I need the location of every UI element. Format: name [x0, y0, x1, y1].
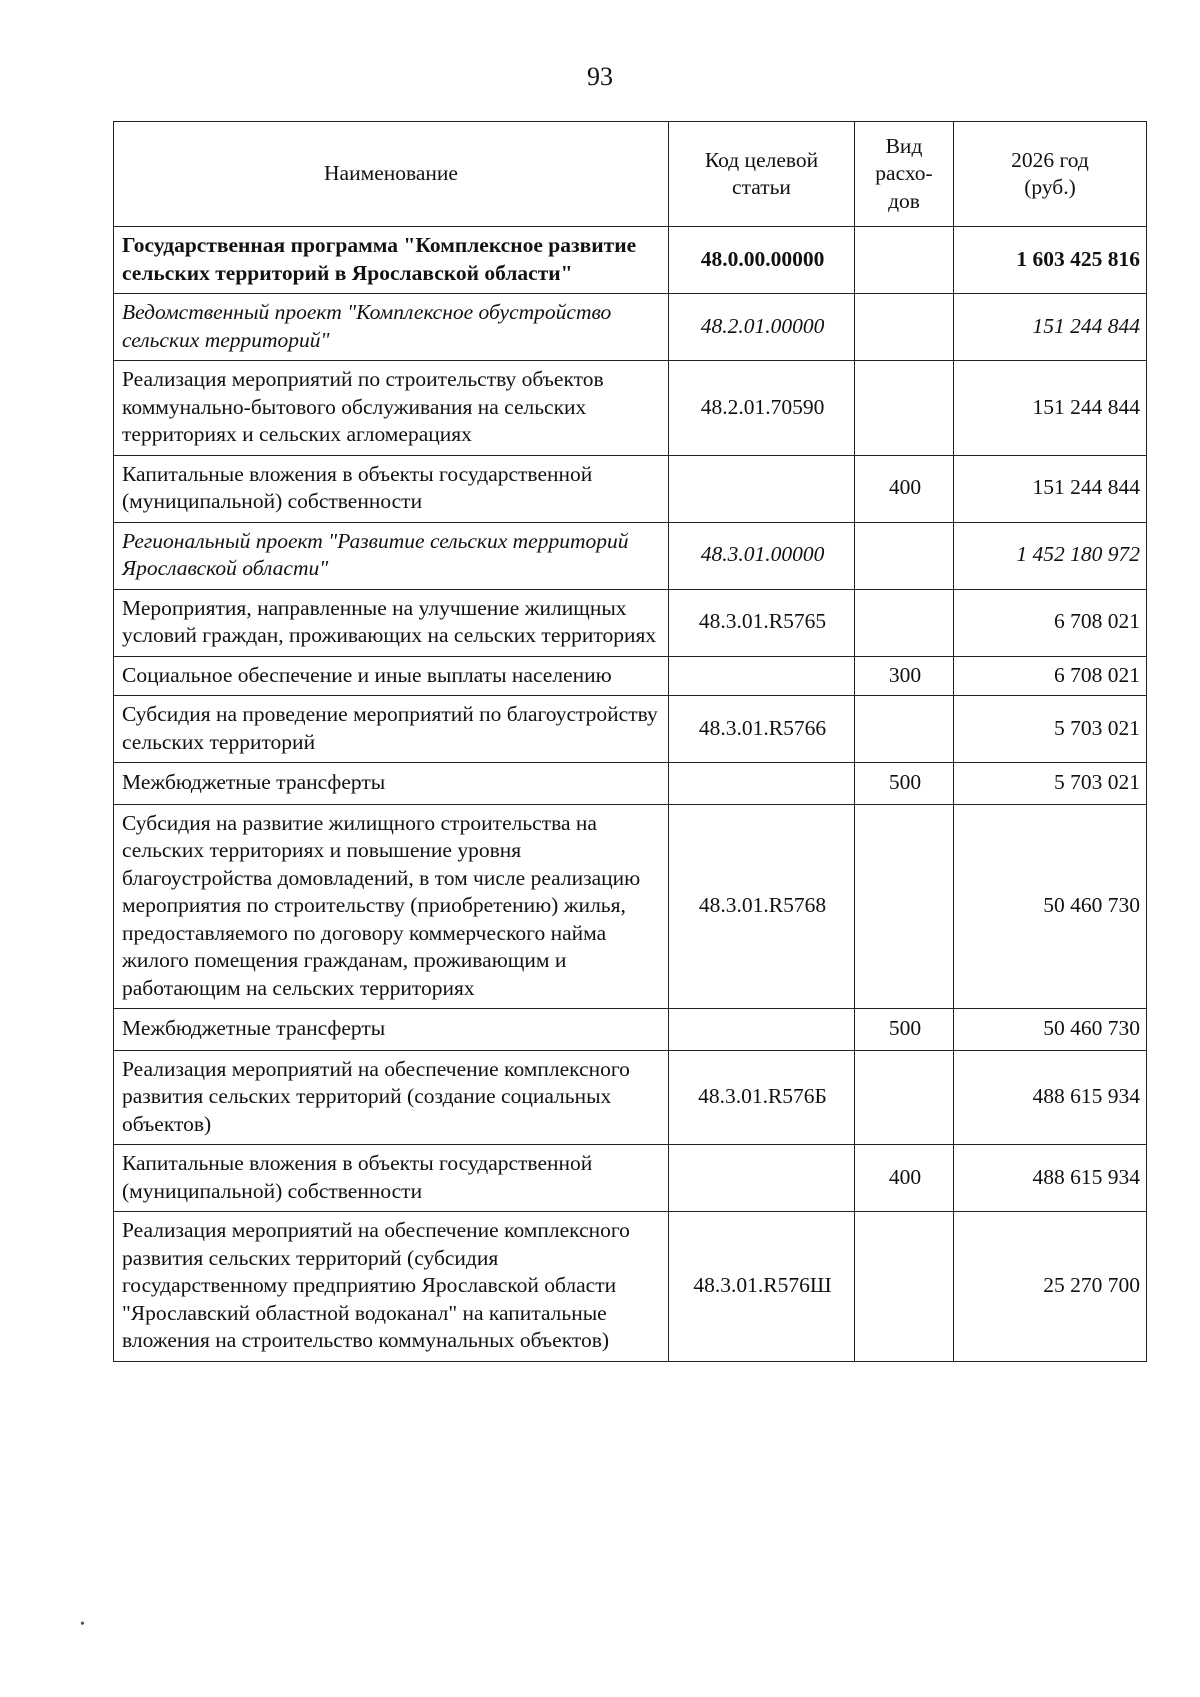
table-header-row — [114, 122, 1147, 227]
cell-type: 400 — [855, 1145, 954, 1212]
cell-type: 300 — [855, 656, 954, 696]
cell-code — [669, 763, 855, 805]
cell-name: Социальное обеспечение и иные выплаты населению — [114, 656, 669, 696]
cell-type — [855, 1212, 954, 1362]
cell-type: 500 — [855, 763, 954, 805]
cell-code: 48.3.01.R5766 — [669, 696, 855, 763]
table-row — [114, 1212, 1147, 1362]
cell-type — [855, 1050, 954, 1145]
table-row — [114, 1050, 1147, 1145]
header-amount: 2026 год (руб.) — [954, 122, 1147, 227]
table-row — [114, 455, 1147, 522]
cell-amount: 1 603 425 816 — [954, 227, 1147, 294]
cell-amount: 5 703 021 — [954, 763, 1147, 805]
cell-code — [669, 455, 855, 522]
cell-name: Реализация мероприятий на обеспечение комплексного развития сельских территорий (создание социальных объектов) — [114, 1050, 669, 1145]
cell-code: 48.3.01.R5768 — [669, 804, 855, 1009]
cell-amount: 25 270 700 — [954, 1212, 1147, 1362]
cell-name: Межбюджетные трансферты — [114, 1009, 669, 1051]
cell-name: Субсидия на развитие жилищного строительства на сельских территориях и повышение уровня благоустройства домовладений, в том числе реализацию мероприятия по строительству (приобретению) жилья, предоставляемого по договору коммерческого найма жилого помещения гражданам, проживающим и работающим на сельских территориях — [114, 804, 669, 1009]
cell-name: Ведомственный проект "Комплексное обустройство сельских территорий" — [114, 294, 669, 361]
table-row — [114, 804, 1147, 1009]
cell-amount: 151 244 844 — [954, 361, 1147, 456]
cell-amount: 1 452 180 972 — [954, 522, 1147, 589]
cell-amount: 5 703 021 — [954, 696, 1147, 763]
table-body — [114, 227, 1147, 1362]
cell-type — [855, 227, 954, 294]
cell-code — [669, 1009, 855, 1051]
cell-type: 500 — [855, 1009, 954, 1051]
cell-code: 48.0.00.00000 — [669, 227, 855, 294]
table-row — [114, 656, 1147, 696]
cell-amount: 50 460 730 — [954, 804, 1147, 1009]
cell-name: Субсидия на проведение мероприятий по благоустройству сельских территорий — [114, 696, 669, 763]
cell-amount: 488 615 934 — [954, 1050, 1147, 1145]
cell-type — [855, 696, 954, 763]
cell-amount: 50 460 730 — [954, 1009, 1147, 1051]
header-name: Наименование — [114, 122, 669, 227]
cell-amount: 6 708 021 — [954, 589, 1147, 656]
cell-amount: 151 244 844 — [954, 294, 1147, 361]
header-type: Вид расхо- дов — [855, 122, 954, 227]
scan-mark: • — [80, 1617, 85, 1632]
cell-type — [855, 804, 954, 1009]
cell-code — [669, 1145, 855, 1212]
cell-code: 48.2.01.00000 — [669, 294, 855, 361]
cell-type — [855, 294, 954, 361]
table-row — [114, 696, 1147, 763]
cell-name: Капитальные вложения в объекты государственной (муниципальной) собственности — [114, 455, 669, 522]
budget-table — [113, 121, 1147, 1362]
cell-name: Государственная программа "Комплексное развитие сельских территорий в Ярославской области" — [114, 227, 669, 294]
cell-type: 400 — [855, 455, 954, 522]
cell-amount: 151 244 844 — [954, 455, 1147, 522]
page-number: 93 — [587, 62, 613, 91]
cell-code — [669, 656, 855, 696]
cell-code: 48.3.01.R576Б — [669, 1050, 855, 1145]
table-row — [114, 763, 1147, 805]
cell-amount: 488 615 934 — [954, 1145, 1147, 1212]
cell-code: 48.3.01.R5765 — [669, 589, 855, 656]
table-row — [114, 1145, 1147, 1212]
cell-name: Реализация мероприятий на обеспечение комплексного развития сельских территорий (субсидия государственному предприятию Ярославской области "Ярославский областной водоканал" на капитальные вложения на строительство коммунальных объектов) — [114, 1212, 669, 1362]
cell-name: Мероприятия, направленные на улучшение жилищных условий граждан, проживающих на сельских территориях — [114, 589, 669, 656]
table-row — [114, 361, 1147, 456]
cell-name: Межбюджетные трансферты — [114, 763, 669, 805]
cell-name: Реализация мероприятий по строительству объектов коммунально-бытового обслуживания на сельских территориях и сельских агломерациях — [114, 361, 669, 456]
table-row — [114, 294, 1147, 361]
cell-code: 48.3.01.R576Ш — [669, 1212, 855, 1362]
table-row — [114, 227, 1147, 294]
cell-type — [855, 589, 954, 656]
table-row — [114, 522, 1147, 589]
table-row — [114, 1009, 1147, 1051]
header-code: Код целевой статьи — [669, 122, 855, 227]
cell-name: Региональный проект "Развитие сельских территорий Ярославской области" — [114, 522, 669, 589]
cell-code: 48.3.01.00000 — [669, 522, 855, 589]
cell-code: 48.2.01.70590 — [669, 361, 855, 456]
cell-type — [855, 361, 954, 456]
table-row — [114, 589, 1147, 656]
cell-type — [855, 522, 954, 589]
cell-amount: 6 708 021 — [954, 656, 1147, 696]
cell-name: Капитальные вложения в объекты государственной (муниципальной) собственности — [114, 1145, 669, 1212]
